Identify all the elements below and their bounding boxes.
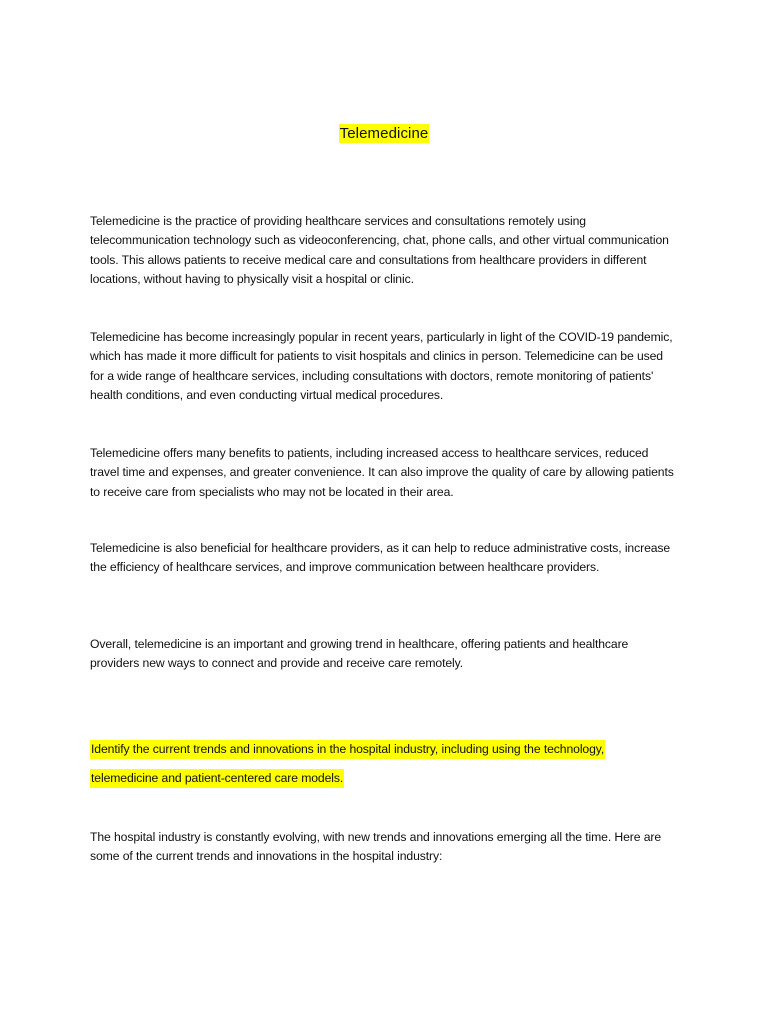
paragraph-provider-benefits: Telemedicine is also beneficial for healthcare providers, as it can help to reduce administrative costs, increase the efficiency of healthcare services, and improve communication between healthcare providers.	[90, 541, 671, 575]
paragraph-popularity: Telemedicine has become increasingly popular in recent years, particularly in light of the COVID-19 pandemic, which has made it more difficult for patients to visit hospitals and clinics in person. Telemedicine can be used for a wide range of healthcare services, including consultations with doctors, remote monitoring of patients' health conditions, and even conducting virtual medical procedures.	[90, 330, 673, 402]
document-title: Telemedicine	[339, 125, 429, 142]
paragraph-hospital-trends-intro: The hospital industry is constantly evolving, with new trends and innovations emerging all the time. Here are some of the current trends and innovations in the hospital industry:	[90, 830, 662, 864]
highlighted-text: telemedicine and patient-centered care models.	[90, 769, 344, 788]
highlighted-text: Identify the current trends and innovations in the hospital industry, including using the technology,	[90, 740, 605, 759]
highlighted-question-line-2	[90, 769, 690, 788]
highlighted-question-line-1	[90, 740, 690, 759]
paragraph-patient-benefits: Telemedicine offers many benefits to patients, including increased access to healthcare services, reduced travel time and expenses, and greater convenience. It can also improve the quality of care by allowing patients to receive care from specialists who may not be located in their area.	[90, 446, 674, 499]
paragraph-definition: Telemedicine is the practice of providing healthcare services and consultations remotely using telecommunication technology such as videoconferencing, chat, phone calls, and other virtual communication tools. This allows patients to receive medical care and consultations from healthcare providers in different locations, without having to physically visit a hospital or clinic.	[90, 214, 669, 286]
title-container	[0, 124, 768, 143]
paragraph-overall: Overall, telemedicine is an important and growing trend in healthcare, offering patients and healthcare providers new ways to connect and provide and receive care remotely.	[90, 637, 629, 671]
